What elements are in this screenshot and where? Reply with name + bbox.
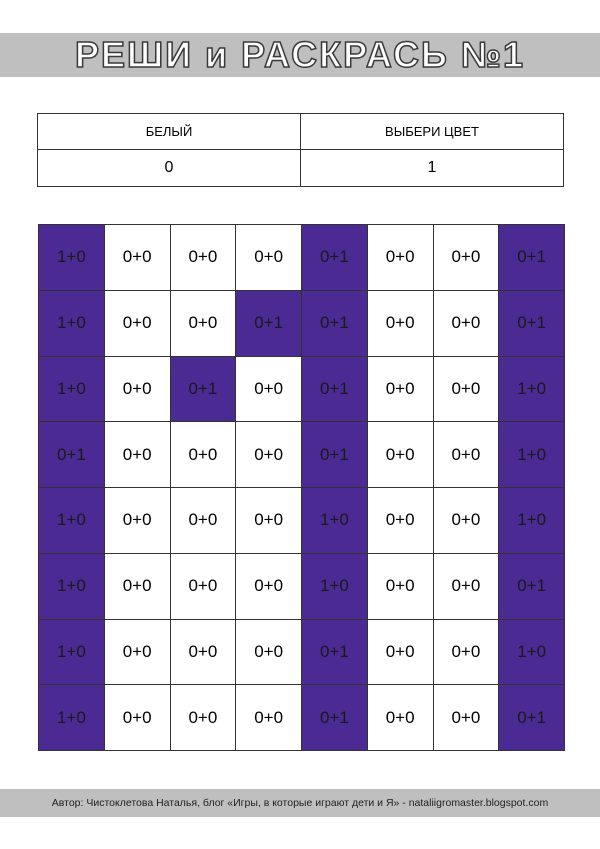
grid-row [39, 553, 565, 619]
grid-cell[interactable]: 0+0 [367, 488, 433, 554]
grid-cell[interactable]: 0+0 [170, 685, 236, 751]
grid-cell[interactable]: 0+0 [433, 356, 499, 422]
grid-cell[interactable]: 0+0 [433, 488, 499, 554]
grid-cell[interactable]: 0+1 [302, 422, 368, 488]
grid-cell[interactable]: 1+0 [39, 356, 105, 422]
grid-cell[interactable]: 0+0 [367, 619, 433, 685]
grid-cell[interactable]: 0+0 [236, 619, 302, 685]
grid-cell[interactable]: 1+0 [39, 488, 105, 554]
grid-cell[interactable]: 0+0 [104, 225, 170, 291]
grid-cell[interactable]: 1+0 [39, 553, 105, 619]
grid-cell[interactable]: 0+0 [170, 422, 236, 488]
grid-cell[interactable]: 1+0 [302, 488, 368, 554]
legend-value-choose-color: 1 [301, 150, 564, 187]
grid-cell[interactable]: 0+0 [367, 356, 433, 422]
grid-cell[interactable]: 0+1 [499, 225, 565, 291]
grid-cell[interactable]: 0+0 [367, 553, 433, 619]
grid-cell[interactable]: 0+0 [236, 356, 302, 422]
grid-cell[interactable]: 0+0 [170, 290, 236, 356]
grid-cell[interactable]: 0+0 [170, 225, 236, 291]
grid-cell[interactable]: 0+0 [433, 422, 499, 488]
grid-cell[interactable]: 0+1 [302, 685, 368, 751]
legend-values-row [38, 150, 564, 187]
grid-cell[interactable]: 0+1 [499, 290, 565, 356]
grid-cell[interactable]: 0+0 [104, 488, 170, 554]
grid-cell[interactable]: 0+0 [236, 488, 302, 554]
color-legend-table [37, 113, 564, 187]
grid-cell[interactable]: 1+0 [499, 619, 565, 685]
legend-header-row [38, 114, 564, 150]
grid-cell[interactable]: 0+0 [433, 685, 499, 751]
grid-cell[interactable]: 1+0 [302, 553, 368, 619]
grid-cell[interactable]: 0+0 [433, 619, 499, 685]
grid-cell[interactable]: 0+0 [170, 619, 236, 685]
grid-row [39, 619, 565, 685]
legend-label-choose-color: ВЫБЕРИ ЦВЕТ [301, 114, 564, 150]
puzzle-grid-body [39, 225, 565, 751]
grid-cell[interactable]: 0+0 [367, 685, 433, 751]
grid-cell[interactable]: 0+0 [236, 685, 302, 751]
grid-cell[interactable]: 0+1 [236, 290, 302, 356]
grid-cell[interactable]: 0+0 [367, 290, 433, 356]
author-credit: Автор: Чистоклетова Наталья, блог «Игры, в которые играют дети и Я» - nataliigromaster.blogspot.com [51, 797, 549, 809]
title-bar [0, 33, 600, 77]
grid-cell[interactable]: 0+1 [499, 553, 565, 619]
grid-cell[interactable]: 0+1 [302, 225, 368, 291]
grid-cell[interactable]: 0+0 [104, 290, 170, 356]
grid-cell[interactable]: 1+0 [499, 356, 565, 422]
grid-cell[interactable]: 1+0 [499, 422, 565, 488]
grid-cell[interactable]: 0+1 [302, 290, 368, 356]
grid-row [39, 422, 565, 488]
grid-cell[interactable]: 0+0 [104, 553, 170, 619]
grid-cell[interactable]: 0+1 [302, 356, 368, 422]
grid-cell[interactable]: 0+0 [104, 422, 170, 488]
grid-cell[interactable]: 0+0 [104, 356, 170, 422]
grid-row [39, 225, 565, 291]
grid-cell[interactable]: 1+0 [499, 488, 565, 554]
grid-cell[interactable]: 0+0 [236, 422, 302, 488]
grid-cell[interactable]: 0+1 [39, 422, 105, 488]
legend-label-white: БЕЛЫЙ [38, 114, 301, 150]
grid-cell[interactable]: 0+1 [499, 685, 565, 751]
grid-row [39, 356, 565, 422]
grid-row [39, 685, 565, 751]
grid-cell[interactable]: 0+1 [170, 356, 236, 422]
grid-cell[interactable]: 1+0 [39, 225, 105, 291]
legend-value-white: 0 [38, 150, 301, 187]
grid-cell[interactable]: 0+0 [170, 553, 236, 619]
grid-row [39, 488, 565, 554]
grid-cell[interactable]: 0+0 [433, 225, 499, 291]
grid-cell[interactable]: 0+0 [367, 225, 433, 291]
page-title: РЕШИ и РАСКРАСЬ №1 [74, 34, 526, 75]
grid-cell[interactable]: 0+0 [170, 488, 236, 554]
grid-cell[interactable]: 1+0 [39, 290, 105, 356]
grid-cell[interactable]: 0+0 [433, 290, 499, 356]
footer-bar [0, 789, 600, 817]
grid-cell[interactable]: 0+0 [367, 422, 433, 488]
grid-cell[interactable]: 0+1 [302, 619, 368, 685]
grid-cell[interactable]: 1+0 [39, 619, 105, 685]
puzzle-grid [38, 224, 565, 751]
grid-cell[interactable]: 0+0 [236, 225, 302, 291]
grid-cell[interactable]: 0+0 [104, 685, 170, 751]
grid-cell[interactable]: 0+0 [433, 553, 499, 619]
grid-cell[interactable]: 0+0 [236, 553, 302, 619]
grid-row [39, 290, 565, 356]
grid-cell[interactable]: 0+0 [104, 619, 170, 685]
grid-cell[interactable]: 1+0 [39, 685, 105, 751]
